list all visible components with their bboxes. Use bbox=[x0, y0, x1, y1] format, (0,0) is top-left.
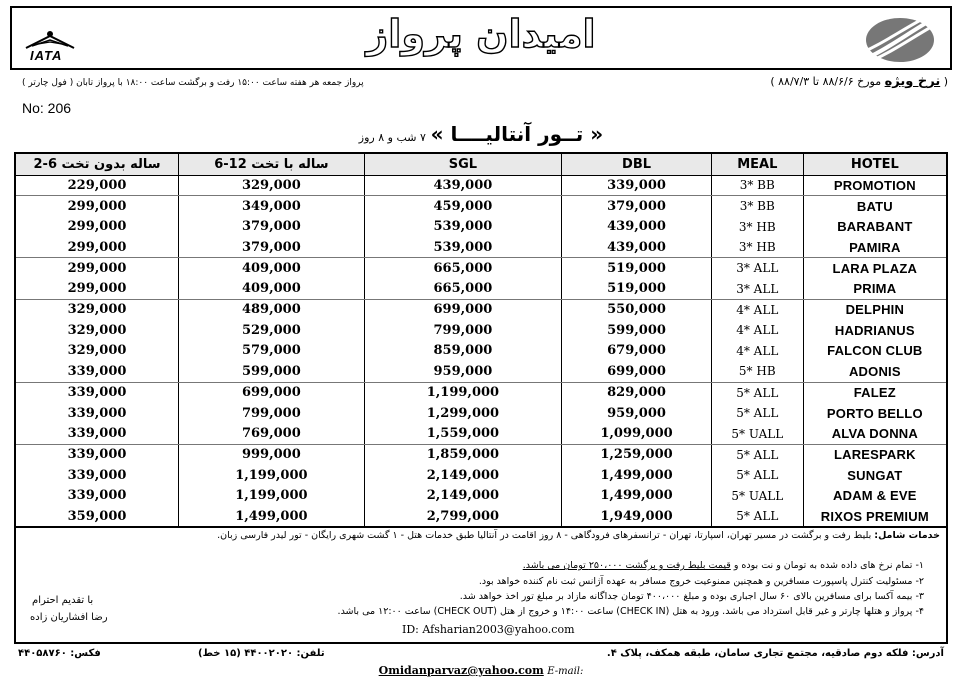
cell-child-bed: 799,000 bbox=[179, 403, 365, 424]
cell-dbl: 829,000 bbox=[562, 382, 712, 403]
cell-child-nobed: 329,000 bbox=[15, 341, 179, 362]
footer-email-link[interactable]: Omidanparvaz@yahoo.com bbox=[378, 664, 544, 677]
cell-meal: 4* ALL bbox=[711, 299, 803, 320]
cell-dbl: 439,000 bbox=[562, 216, 712, 237]
cell-meal: 3* ALL bbox=[711, 279, 803, 300]
cell-child-bed: 579,000 bbox=[179, 341, 365, 362]
cell-meal: 5* ALL bbox=[711, 465, 803, 486]
contact-id: ID: Afsharian2003@yahoo.com bbox=[402, 623, 575, 636]
cell-child-nobed: 329,000 bbox=[15, 299, 179, 320]
cell-dbl: 959,000 bbox=[562, 403, 712, 424]
cell-sgl: 959,000 bbox=[364, 361, 562, 382]
cell-child-nobed: 299,000 bbox=[15, 258, 179, 279]
cell-meal: 3* HB bbox=[711, 237, 803, 258]
cell-meal: 5* ALL bbox=[711, 403, 803, 424]
header-child-bed: 6-12 ساله با تخت bbox=[179, 153, 365, 175]
cell-sgl: 665,000 bbox=[364, 279, 562, 300]
cell-sgl: 2,149,000 bbox=[364, 486, 562, 507]
cell-hotel: FALCON CLUB bbox=[803, 341, 947, 362]
header-sgl: SGL bbox=[364, 153, 562, 175]
table-row bbox=[15, 320, 947, 341]
table-row bbox=[15, 486, 947, 507]
cell-hotel: LARA PLAZA bbox=[803, 258, 947, 279]
cell-hotel: ADONIS bbox=[803, 361, 947, 382]
footer-address: آدرس: فلکه دوم صادقیه، مجتمع تجاری سامان، طبقه همکف، پلاک ۴. bbox=[606, 648, 944, 659]
cell-meal: 5* HB bbox=[711, 361, 803, 382]
header-dbl: DBL bbox=[562, 153, 712, 175]
cell-child-nobed: 339,000 bbox=[15, 423, 179, 444]
cell-hotel: PROMOTION bbox=[803, 175, 947, 196]
cell-child-bed: 489,000 bbox=[179, 299, 365, 320]
cell-sgl: 1,559,000 bbox=[364, 423, 562, 444]
cell-dbl: 379,000 bbox=[562, 196, 712, 217]
cell-hotel: SUNGAT bbox=[803, 465, 947, 486]
cell-child-bed: 599,000 bbox=[179, 361, 365, 382]
cell-hotel: BARABANT bbox=[803, 216, 947, 237]
signature-greeting: با تقدیم احترام bbox=[32, 595, 94, 606]
cell-hotel: RIXOS PREMIUM bbox=[803, 506, 947, 527]
cell-dbl: 519,000 bbox=[562, 279, 712, 300]
signature-name: رضا افشاریان زاده bbox=[30, 612, 108, 623]
cell-child-bed: 1,199,000 bbox=[179, 465, 365, 486]
cell-child-nobed: 339,000 bbox=[15, 465, 179, 486]
company-logo-icon bbox=[854, 12, 940, 66]
cell-hotel: FALEZ bbox=[803, 382, 947, 403]
cell-dbl: 1,499,000 bbox=[562, 465, 712, 486]
cell-meal: 4* ALL bbox=[711, 341, 803, 362]
cell-dbl: 519,000 bbox=[562, 258, 712, 279]
cell-meal: 5* ALL bbox=[711, 506, 803, 527]
cell-hotel: PRIMA bbox=[803, 279, 947, 300]
table-row bbox=[15, 403, 947, 424]
note-2: ۲- مسئولیت کنترل پاسپورت مسافرین و همچنین ممنوعیت خروج مسافر به عهده آژانس ثبت نام کننده خواهد بود. bbox=[478, 576, 924, 587]
cell-meal: 3* ALL bbox=[711, 258, 803, 279]
note-1-ticket-price: قیمت بلیط رفت و برگشت ۲۵۰،۰۰۰ تومان می باشد. bbox=[522, 560, 731, 571]
cell-dbl: 1,259,000 bbox=[562, 444, 712, 465]
note-3: ۳- بیمه آکسا برای مسافرین بالای ۶۰ سال اجباری بوده و مبلغ ۴۰۰،۰۰۰ تومان جداگانه مازاد بر مبلغ تور اخذ خواهد شد. bbox=[459, 591, 924, 602]
cell-dbl: 1,499,000 bbox=[562, 486, 712, 507]
cell-dbl: 550,000 bbox=[562, 299, 712, 320]
header-hotel: HOTEL bbox=[803, 153, 947, 175]
cell-child-bed: 1,499,000 bbox=[179, 506, 365, 527]
cell-child-bed: 349,000 bbox=[179, 196, 365, 217]
footer-phone: تلفن: ۴۴۰۰۲۰۲۰ (۱۵ خط) bbox=[198, 648, 325, 659]
cell-child-bed: 409,000 bbox=[179, 258, 365, 279]
cell-child-bed: 329,000 bbox=[179, 175, 365, 196]
footer-email-label: E-mail: bbox=[547, 666, 584, 677]
cell-child-nobed: 339,000 bbox=[15, 444, 179, 465]
tour-title-main: « تــور آنتالیــــا » bbox=[430, 122, 604, 146]
special-rate-dates: مورخ ۸۸/۶/۶ تا ۸۸/۷/۳ bbox=[778, 75, 882, 88]
table-row bbox=[15, 299, 947, 320]
footer-email-line bbox=[0, 664, 962, 677]
cell-meal: 5* ALL bbox=[711, 444, 803, 465]
cell-hotel: PORTO BELLO bbox=[803, 403, 947, 424]
special-rate-line: ( نرخ ویژه مورخ ۸۸/۶/۶ تا ۸۸/۷/۳ ) bbox=[770, 74, 948, 89]
table-row bbox=[15, 465, 947, 486]
cell-hotel: HADRIANUS bbox=[803, 320, 947, 341]
header-meal: MEAL bbox=[711, 153, 803, 175]
cell-sgl: 859,000 bbox=[364, 341, 562, 362]
cell-sgl: 2,799,000 bbox=[364, 506, 562, 527]
cell-meal: 5* UALL bbox=[711, 486, 803, 507]
cell-meal: 3* BB bbox=[711, 175, 803, 196]
cell-child-nobed: 299,000 bbox=[15, 216, 179, 237]
cell-child-nobed: 359,000 bbox=[15, 506, 179, 527]
cell-hotel: LARESPARK bbox=[803, 444, 947, 465]
flight-info: پرواز جمعه هر هفته ساعت ۱۵:۰۰ رفت و برگشت ساعت ۱۸:۰۰ با پرواز تابان ( فول چارتر ) bbox=[22, 78, 364, 88]
cell-child-nobed: 329,000 bbox=[15, 320, 179, 341]
cell-child-bed: 769,000 bbox=[179, 423, 365, 444]
cell-meal: 3* HB bbox=[711, 216, 803, 237]
note-1-text: ۱- تمام نرخ های داده شده به تومان و نت بوده و bbox=[733, 560, 924, 571]
services-label: خدمات شامل: bbox=[874, 530, 940, 541]
table-row bbox=[15, 216, 947, 237]
table-row bbox=[15, 341, 947, 362]
cell-meal: 3* BB bbox=[711, 196, 803, 217]
cell-sgl: 1,199,000 bbox=[364, 382, 562, 403]
services-text: بلیط رفت و برگشت در مسیر تهران، اسپارتا، تهران - ترانسفرهای فرودگاهی - ۸ روز اقامت در آنتالیا طبق خدمات هتل - ۱ گشت شهری رایگان - تور لیدر فارسی زبان. bbox=[217, 530, 872, 541]
cell-child-nobed: 299,000 bbox=[15, 196, 179, 217]
cell-dbl: 1,949,000 bbox=[562, 506, 712, 527]
table-row bbox=[15, 444, 947, 465]
cell-sgl: 1,859,000 bbox=[364, 444, 562, 465]
cell-meal: 5* ALL bbox=[711, 382, 803, 403]
cell-child-bed: 999,000 bbox=[179, 444, 365, 465]
table-row bbox=[15, 196, 947, 217]
cell-hotel: ALVA DONNA bbox=[803, 423, 947, 444]
tour-title bbox=[0, 122, 962, 146]
cell-child-nobed: 339,000 bbox=[15, 382, 179, 403]
cell-child-nobed: 299,000 bbox=[15, 237, 179, 258]
cell-sgl: 459,000 bbox=[364, 196, 562, 217]
cell-child-bed: 409,000 bbox=[179, 279, 365, 300]
header-child-nobed: 2-6 ساله بدون تخت bbox=[15, 153, 179, 175]
table-row bbox=[15, 258, 947, 279]
cell-child-nobed: 339,000 bbox=[15, 403, 179, 424]
cell-dbl: 599,000 bbox=[562, 320, 712, 341]
document-number: No: 206 bbox=[22, 100, 72, 116]
company-title: امیدان پرواز bbox=[366, 12, 596, 56]
cell-sgl: 539,000 bbox=[364, 237, 562, 258]
cell-sgl: 2,149,000 bbox=[364, 465, 562, 486]
table-row bbox=[15, 361, 947, 382]
price-table bbox=[14, 152, 948, 528]
cell-meal: 5* UALL bbox=[711, 423, 803, 444]
header-banner bbox=[10, 6, 952, 70]
cell-meal: 4* ALL bbox=[711, 320, 803, 341]
cell-sgl: 799,000 bbox=[364, 320, 562, 341]
cell-child-nobed: 299,000 bbox=[15, 279, 179, 300]
cell-dbl: 1,099,000 bbox=[562, 423, 712, 444]
footer-fax: فکس: ۴۴۰۵۸۷۶۰ bbox=[18, 648, 101, 659]
cell-hotel: DELPHIN bbox=[803, 299, 947, 320]
cell-dbl: 339,000 bbox=[562, 175, 712, 196]
table-row bbox=[15, 382, 947, 403]
note-1 bbox=[523, 560, 924, 571]
notes-box bbox=[14, 528, 948, 644]
cell-dbl: 679,000 bbox=[562, 341, 712, 362]
cell-hotel: BATU bbox=[803, 196, 947, 217]
table-row bbox=[15, 237, 947, 258]
table-row bbox=[15, 506, 947, 527]
special-rate-label: نرخ ویژه bbox=[884, 74, 941, 89]
cell-hotel: PAMIRA bbox=[803, 237, 947, 258]
cell-dbl: 439,000 bbox=[562, 237, 712, 258]
cell-child-nobed: 339,000 bbox=[15, 486, 179, 507]
cell-child-bed: 379,000 bbox=[179, 237, 365, 258]
cell-hotel: ADAM & EVE bbox=[803, 486, 947, 507]
table-row bbox=[15, 175, 947, 196]
cell-child-bed: 1,199,000 bbox=[179, 486, 365, 507]
cell-sgl: 439,000 bbox=[364, 175, 562, 196]
cell-child-nobed: 339,000 bbox=[15, 361, 179, 382]
cell-child-bed: 379,000 bbox=[179, 216, 365, 237]
note-4: ۴- پرواز و هتلها چارتر و غیر قابل استرداد می باشد. ورود به هتل (CHECK IN) ساعت ۱۴:۰۰ و خروج از هتل (CHECK OUT) ساعت ۱۲:۰۰ می باشد. bbox=[337, 606, 924, 617]
cell-sgl: 1,299,000 bbox=[364, 403, 562, 424]
table-body bbox=[15, 175, 947, 527]
table-row bbox=[15, 423, 947, 444]
table-header-row bbox=[15, 153, 947, 175]
cell-child-bed: 699,000 bbox=[179, 382, 365, 403]
cell-child-bed: 529,000 bbox=[179, 320, 365, 341]
cell-sgl: 539,000 bbox=[364, 216, 562, 237]
cell-dbl: 699,000 bbox=[562, 361, 712, 382]
table-row bbox=[15, 279, 947, 300]
tour-title-duration: ۷ شب و ۸ روز bbox=[358, 131, 426, 144]
cell-sgl: 699,000 bbox=[364, 299, 562, 320]
cell-sgl: 665,000 bbox=[364, 258, 562, 279]
note-services bbox=[217, 530, 940, 541]
iata-label: IATA bbox=[30, 48, 63, 63]
cell-child-nobed: 229,000 bbox=[15, 175, 179, 196]
